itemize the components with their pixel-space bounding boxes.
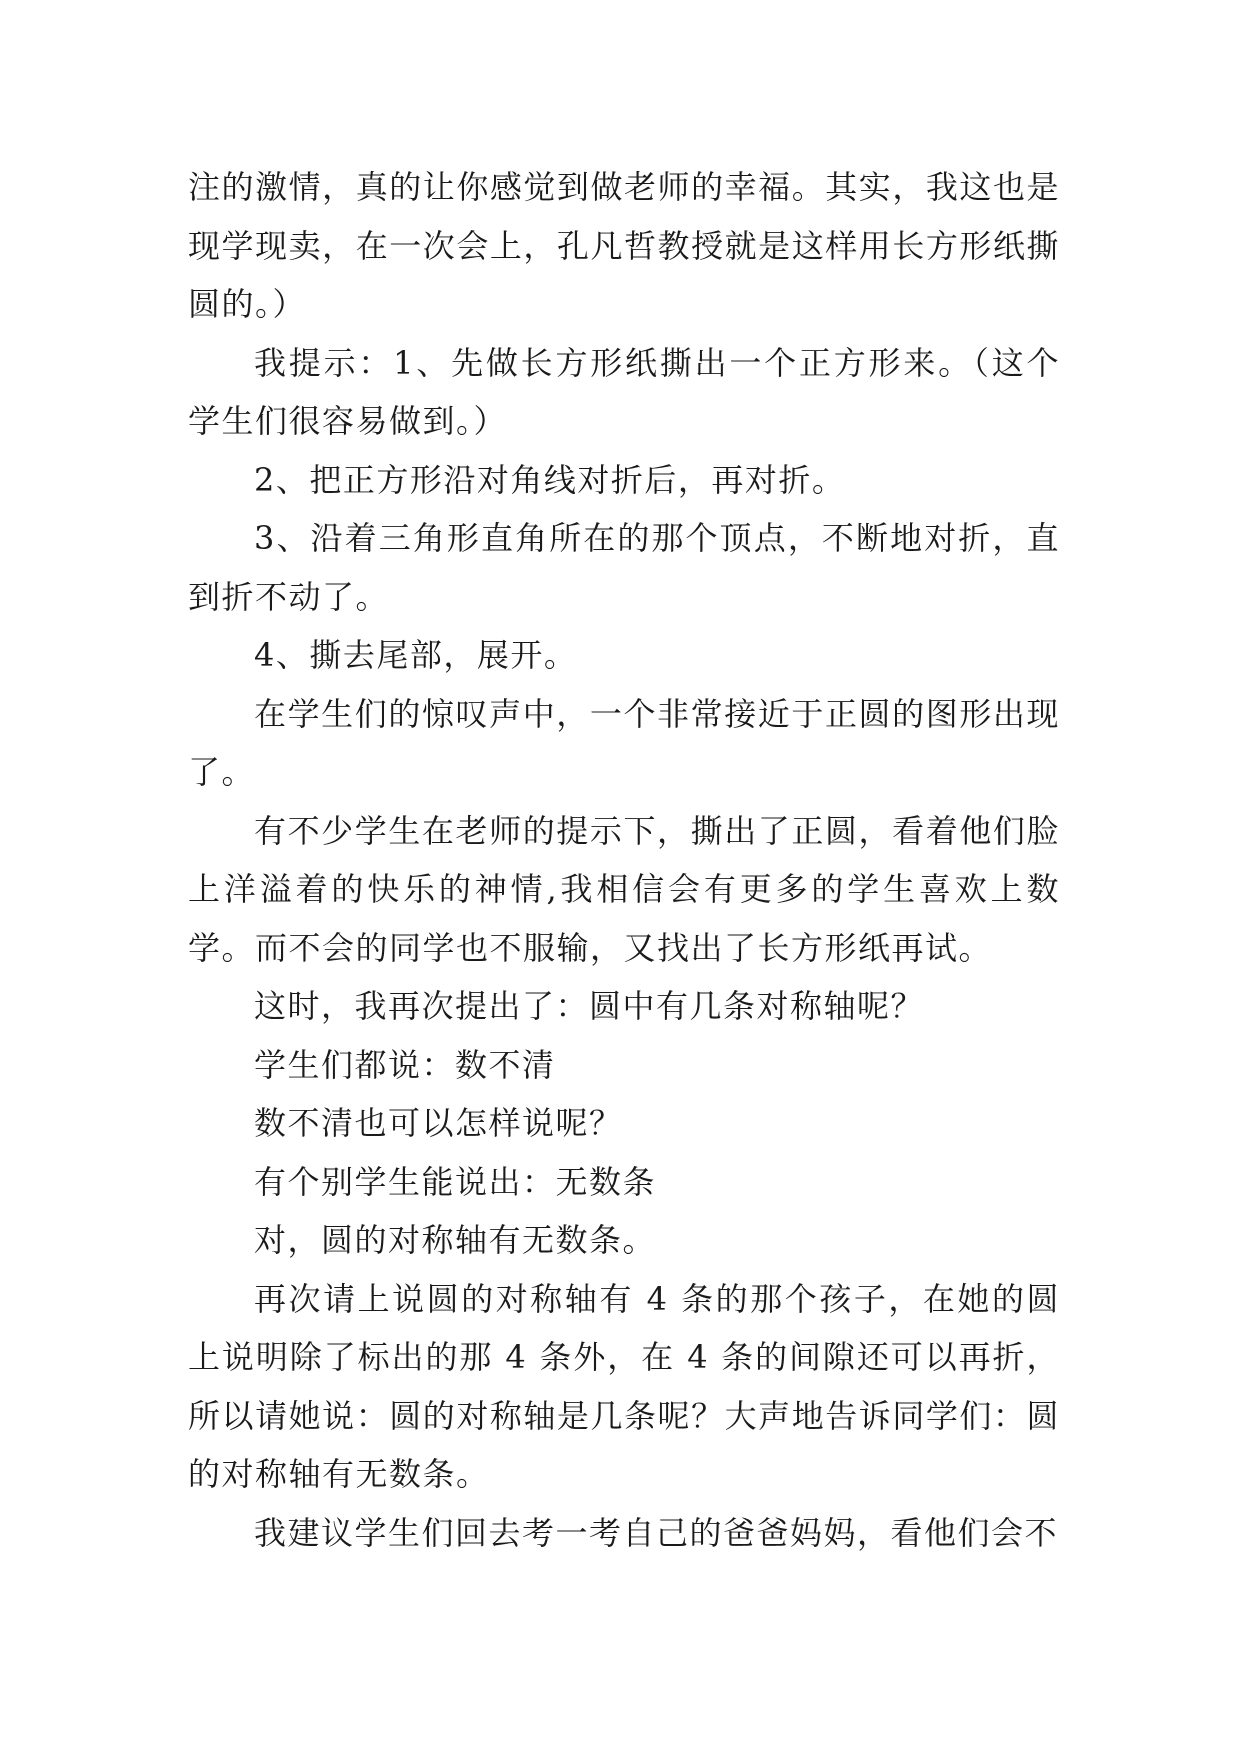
paragraph-10: 数不清也可以怎样说呢？ — [254, 1104, 623, 1142]
paragraph-1: 注的激情，真的让你感觉到做老师的幸福。其实，我这也是现学现卖，在一次会上，孔凡哲教授就是这样用长方形纸撕圆的。） — [188, 168, 1060, 323]
paragraph-14: 我建议学生们回去考一考自己的爸爸妈妈，看他们会不 — [254, 1513, 1059, 1552]
paragraph-3: 2、把正方形沿对角线对折后，再对折。 — [254, 460, 846, 499]
document-body — [188, 158, 1060, 1562]
paragraph-2: 我提示：1、先做长方形纸撕出一个正方形来。（这个学生们很容易做到。） — [188, 343, 1060, 440]
paragraph-4: 3、沿着三角形直角所在的那个顶点，不断地对折，直到折不动了。 — [188, 519, 1060, 616]
paragraph-11: 有个别学生能说出：无数条 — [254, 1162, 657, 1201]
paragraph-7: 有不少学生在老师的提示下，撕出了正圆，看着他们脸上洋溢着的快乐的神情,我相信会有更多的学生喜欢上数学。而不会的同学也不服输，又找出了长方形纸再试。 — [188, 811, 1060, 967]
paragraph-5: 4、撕去尾部，展开。 — [254, 636, 578, 674]
paragraph-12: 对，圆的对称轴有无数条。 — [254, 1221, 657, 1259]
paragraph-8: 这时，我再次提出了：圆中有几条对称轴呢？ — [254, 987, 925, 1025]
paragraph-6: 在学生们的惊叹声中，一个非常接近于正圆的图形出现了。 — [188, 694, 1060, 791]
paragraph-9: 学生们都说：数不清 — [254, 1045, 556, 1084]
paragraph-13: 再次请上说圆的对称轴有 4 条的那个孩子，在她的圆上说明除了标出的那 4 条外，在 4 条的间隙还可以再折，所以请她说：圆的对称轴是几条呢？大声地告诉同学们：圆的对称轴有无数条。 — [188, 1279, 1060, 1493]
